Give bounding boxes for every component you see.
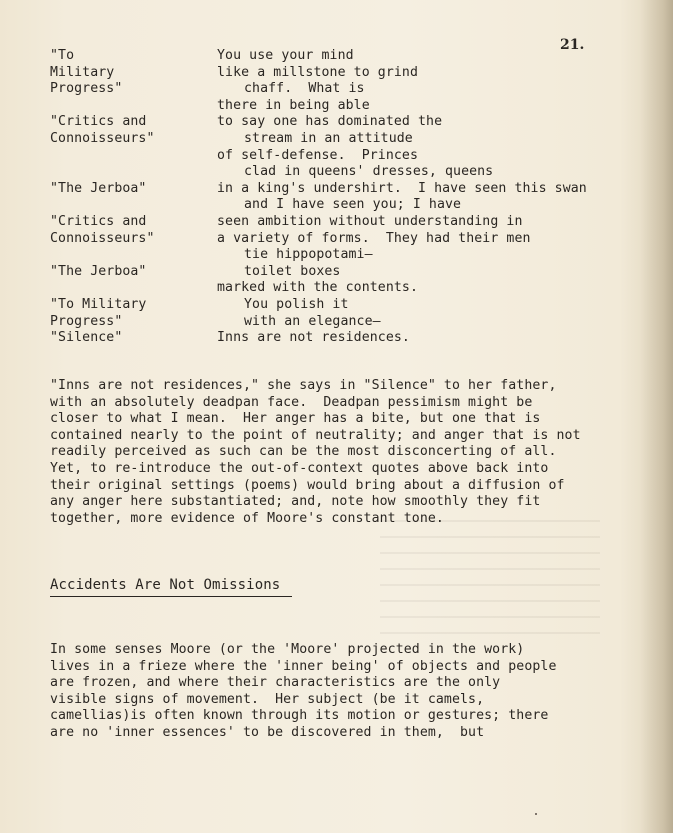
paragraph-line: their original settings (poems) would bring about a diffusion of <box>50 477 565 493</box>
quote-line: You use your mind <box>217 48 354 63</box>
quote-source-line: "The Jerboa" <box>50 180 147 196</box>
paragraph-line: readily perceived as such can be the most disconcerting of all. <box>50 444 557 460</box>
quote-line: there in being able <box>217 97 370 113</box>
section-heading: Accidents Are Not Omissions <box>50 576 292 597</box>
quote-source-line <box>50 98 155 115</box>
quote-source-line: Progress" <box>50 81 123 97</box>
quote-source-line: Military <box>50 64 115 80</box>
paragraph-line: In some senses Moore (or the 'Moore' projected in the work) <box>50 642 525 657</box>
quote-source-line <box>50 280 155 297</box>
quote-line: and I have seen you; I have <box>244 197 462 213</box>
paragraph-line: "Inns are not residences," she says in "Silence" to her father, <box>50 378 557 393</box>
paragraph-line: Yet, to re-introduce the out-of-context quotes above back into <box>50 460 549 476</box>
paragraph-line: with an absolutely deadpan face. Deadpan pessimism might be <box>50 394 533 410</box>
paragraph-line: are frozen, and where their characteristics are the only <box>50 675 501 691</box>
paragraph-line: closer to what I mean. Her anger has a bite, but one that is <box>50 411 541 427</box>
paragraph-line: camellias)is often known through its motion or gestures; there <box>50 708 549 724</box>
paragraph-line: contained nearly to the point of neutrality; and anger that is not <box>50 427 581 443</box>
quote-line: to say one has dominated the <box>217 114 443 130</box>
quote-source-line <box>50 247 155 264</box>
quote-line: like a millstone to grind <box>217 64 418 80</box>
quote-source-line: "The Jerboa" <box>50 263 147 279</box>
paragraph-line: any anger here substantiated; and, note how smoothly they fit <box>50 494 541 510</box>
paragraph-line: are no 'inner essences' to be discovered in them, but <box>50 724 485 740</box>
body-paragraph-2 <box>50 642 590 742</box>
quote-source-line: "Critics and <box>50 114 147 130</box>
quotes-column <box>217 48 587 347</box>
quote-source-line <box>50 148 155 165</box>
quote-source-line <box>50 164 155 181</box>
quote-line: You polish it <box>244 296 349 312</box>
paragraph-line: lives in a frieze where the 'inner being' of objects and people <box>50 658 557 674</box>
quote-source-line: Connoisseurs" <box>50 230 155 246</box>
body-paragraph-1 <box>50 378 590 527</box>
paragraph-line: together, more evidence of Moore's constant tone. <box>50 510 444 526</box>
quote-line: with an elegance— <box>244 313 381 329</box>
quote-sources-column <box>50 48 155 347</box>
quote-source-line: "To <box>50 48 75 63</box>
quote-line: in a king's undershirt. I have seen this swan <box>217 180 587 196</box>
binding-shadow <box>640 0 673 833</box>
page-number: 21. <box>560 37 585 53</box>
quote-source-line <box>50 197 155 214</box>
quote-source-line: Connoisseurs" <box>50 130 155 146</box>
quote-line: tie hippopotami— <box>244 247 373 263</box>
quote-source-line: "Critics and <box>50 213 147 229</box>
quote-line: stream in an attitude <box>244 130 413 146</box>
quote-source-line: Progress" <box>50 313 123 329</box>
quote-line: seen ambition without understanding in <box>217 213 523 229</box>
quote-line: toilet boxes <box>244 263 341 279</box>
quote-line: of self-defense. Princes <box>217 147 418 163</box>
quote-line: chaff. What is <box>244 81 365 97</box>
quote-source-line: "Silence" <box>50 330 123 346</box>
quote-line: clad in queens' dresses, queens <box>244 164 494 180</box>
bleed-through-text <box>380 520 600 640</box>
quote-source-line: "To Military <box>50 296 147 312</box>
quote-line: a variety of forms. They had their men <box>217 230 531 246</box>
quote-line: Inns are not residences. <box>217 330 410 346</box>
paper-speck <box>535 813 537 815</box>
quote-line: marked with the contents. <box>217 280 418 296</box>
paragraph-line: visible signs of movement. Her subject (be it camels, <box>50 691 485 707</box>
